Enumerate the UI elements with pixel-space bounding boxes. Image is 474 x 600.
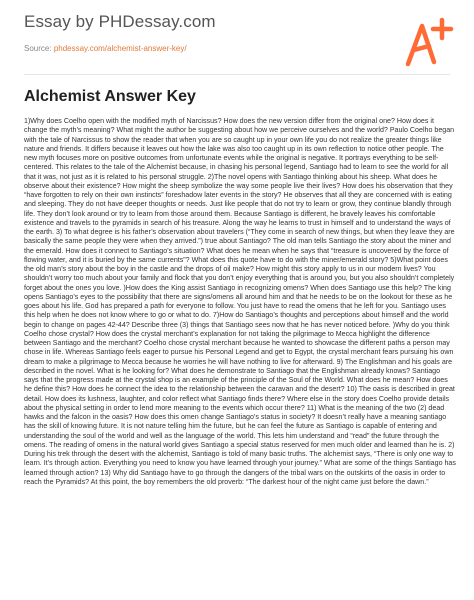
aplus-logo-icon bbox=[400, 14, 456, 70]
document-title: Alchemist Answer Key bbox=[24, 88, 196, 105]
document-body bbox=[24, 117, 456, 600]
source-label: Source: bbox=[24, 44, 52, 53]
header-divider bbox=[24, 74, 450, 75]
source-line bbox=[24, 44, 187, 53]
site-header bbox=[0, 0, 474, 72]
source-link[interactable]: phdessay.com/alchemist-answer-key/ bbox=[53, 44, 187, 53]
body-paragraph: 1)Why does Coelho open with the modified myth of Narcissus? How does the new version differ from the original one? How does it change the myth’s meaning? What might the author be suggesting about how we perceive ourselves and the world? Paulo Coelho began with the tale of Narcissus to show the reader that when you are so caught up in your own life you do not realize the greater things like nature and friends. It differs because it leaves out how the lake was also too caught up in its own reflection to notice other people. The new myth focuses more on positive outcomes from unfortunate events while the original is negative. It portrays everything to be self-centered. This relates to the tale of the Alchemist because, in chasing his personal legend, Santiago had to learn to see the world for all that it was, not just as it is related to his personal struggle. 2)The novel opens with Santiago thinking about his sheep. What does he observe about their existence? How might the sheep symbolize the way some people live their lives? How does his observation that they “have forgotten to rely on their own instincts” foreshadow later events in the story? He observes that all they are concerned with is eating and sleeping. They do not have deeper thoughts or needs. Just like people that do not try to learn or grow, they continue blandly through life. They don’t look around or try to learn from those around them. Because Santiago is different, he bravely leaves his comfortable existence and travels to the pyramids in search of his treasure. Along the way he learns to trust in himself and to understand the ways of the earth. 3) To what degree is his father’s observation about travelers (“They come in search of new things, but when they leave they are basically the same people they were when they arrived.”) true about Santiago? The old man tells Santiago the story about the miner and the emerald. How does it connect to Santiago’s situation? What does he mean when he says that “treasure is uncovered by the force of flowing water, and it is buried by the same currents”? What does this quote have to do with the miner/emerald story? 5)What point does the old man’s story about the boy in the castle and the drops of oil make? How might this story apply to us in our modern lives? You shouldn’t worry too much about your family and flock that you don’t enjoy everything that is around you, but you also shouldn’t completely forget about the ones you love. )How does the King assist Santiago in recognizing omens? When does Santiago use this help? The king opens Santiago’s eyes to the possibility that there are signs/omens all around him and that he needs to be on the lookout for these as he goes about his life. God has prepared a path for everyone to follow. You just have to read the omens that he left for you. Santiago uses this help when he does not know where to go or what to do. 7)How do Santiago’s thoughts and perceptions about himself and the world begin to change on pages 42-44? Describe three (3) things that Santiago sees now that he has never noticed before. )Why do you think Coelho chose crystal? How does the crystal merchant’s explanation for not taking the pilgrimage to Mecca highlight the difference between Santiago and the merchant? Coelho chose crystal merchant because he wanted to showcase the different paths a person may chose in life. Whereas Santiago feels eager to pursue his Personal Legend and get to Egypt, the crystal merchant fears pursuing his own dream to make a pilgrimage to Mecca because he worries he will have nothing to live for afterward. 9) The Englishman and his goals are described in the novel. What is he looking for? What does he demonstrate to Santiago that the Englishman already knows? Santiago says that the progress made at the crystal shop is an example of the principle of the Soul of the World. What does he mean? How does he define this? How does he connect the idea to the relationship between the caravan and the desert? 10) The oasis is described in great detail. How does its lushness, laughter, and color reflect what Santiago finds there? Where else in the story does Coelho provide details about the physical setting in order to lend more meaning to the events which occur there? 11) What is the meaning of the two (2) dead hawks and the falcon in the oasis? How does this omen change Santiago’s status in society? It doesn’t really have a meaning santiago has the skill of knowing future. It is not nature telling him the future, but he can feel the future as Santiago is capable of entering and understanding the soul of the world and well as the language of the world. This lets him understand and “read” the future through the omens. The reading of omens in the natural world gives Santiago a special status reserved for men much older and learned than he is. 2) During his trek through the desert with the alchemist, Santiago is told of many basic truths. The alchemist says, “There is only one way to learn. It’s through action. Everything you need to know you have learned through your journey.” What are some of the things Santiago has learned through action? 13) Why did Santiago have to go through the dangers of the tribal wars on the outskirts of the oasis in order to reach the Pyramids? At this point, the boy remembers the old proverb: “The darkest hour of the night came just before the dawn.” bbox=[24, 117, 456, 486]
site-title[interactable]: Essay by PHDessay.com bbox=[24, 12, 216, 31]
